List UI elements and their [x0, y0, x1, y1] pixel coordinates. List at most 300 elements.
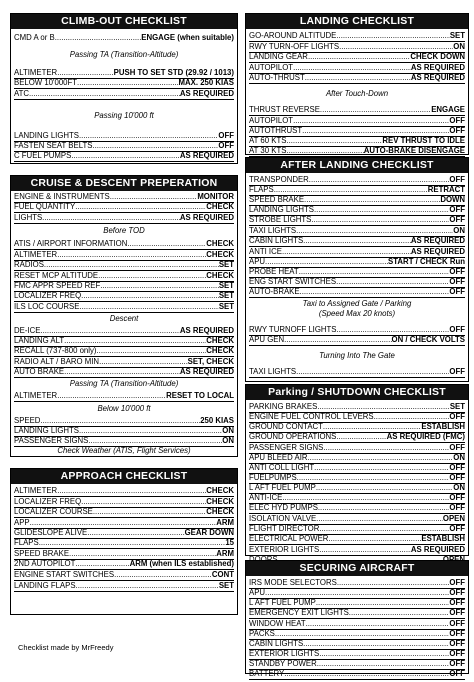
- leader-dots: [81, 291, 219, 301]
- leader-dots: [302, 126, 449, 136]
- checklist-item: AUTO-THRUST: [249, 73, 305, 82]
- checklist-action: AS REQUIRED: [179, 151, 234, 160]
- checklist-action: OFF: [449, 669, 465, 678]
- checklist-action: OFF: [449, 367, 465, 376]
- checklist-action: OFF: [449, 649, 465, 658]
- securing-aircraft-checklist-title: SECURING AIRCRAFT: [246, 561, 468, 576]
- checklist-row: [14, 33, 234, 43]
- approach-checklist-title: APPROACH CHECKLIST: [11, 469, 237, 484]
- leader-dots: [110, 192, 198, 202]
- checklist-action: CHECK: [206, 239, 234, 248]
- checklist-item: PASSENGER SIGNS: [14, 436, 89, 445]
- checklist-action: ARM: [216, 518, 234, 527]
- leader-dots: [79, 302, 218, 312]
- checklist-action: OFF: [449, 287, 465, 296]
- checklist-action: OFF: [449, 215, 465, 224]
- leader-dots: [303, 639, 449, 649]
- checklist-action: MONITOR: [197, 192, 234, 201]
- leader-dots: [64, 336, 206, 346]
- checklist-row: [14, 391, 234, 402]
- checklist-item: FUELPUMPS: [249, 473, 297, 482]
- leader-dots: [114, 570, 212, 580]
- checklist-item: APP: [14, 518, 30, 527]
- checklist-action: OFF: [449, 473, 465, 482]
- checklist-action: CHECK: [206, 507, 234, 516]
- checklist-action: OFF: [449, 267, 465, 276]
- checklist-action: AS REQUIRED: [179, 326, 234, 335]
- leader-dots: [317, 402, 450, 412]
- checklist-row: [249, 534, 465, 545]
- after-landing-checklist: [245, 157, 469, 382]
- leader-dots: [293, 63, 411, 73]
- checklist-item: RESET MCP ALTITUDE: [14, 271, 99, 280]
- checklist-item: LANDING ALT: [14, 336, 65, 345]
- checklist-item: LOCALIZER FREQ: [14, 291, 82, 300]
- checklist-action: OFF: [449, 639, 465, 648]
- checklist-action: ENGAGE: [431, 105, 465, 114]
- leader-dots: [87, 528, 184, 538]
- checklist-item: AUTOPILOT: [249, 63, 294, 72]
- landing-checklist: [245, 13, 469, 155]
- checklist-action: SET: [218, 302, 234, 311]
- leader-dots: [349, 608, 450, 618]
- checklist-row: [249, 73, 465, 84]
- leader-dots: [319, 524, 449, 534]
- leader-dots: [98, 271, 206, 281]
- checklist-row: [14, 260, 234, 271]
- leader-dots: [317, 659, 450, 669]
- checklist-action: OFF: [449, 325, 465, 334]
- leader-dots: [274, 185, 428, 195]
- leader-dots: [79, 131, 218, 141]
- checklist-row: [14, 570, 234, 581]
- checklist-action: OFF: [449, 619, 465, 628]
- checklist-item: ILS LOC COURSE: [14, 302, 80, 311]
- checklist-item: THRUST REVERSE: [249, 105, 320, 114]
- leader-dots: [316, 598, 450, 608]
- checklist-action: OFF: [449, 629, 465, 638]
- leader-dots: [29, 89, 180, 99]
- checklist-action: RESET TO LOCAL: [166, 391, 234, 400]
- leader-dots: [339, 42, 453, 52]
- checklist-item: ELECTRICAL POWER: [249, 534, 329, 543]
- leader-dots: [336, 277, 449, 287]
- checklist-item: FLIGHT DIRECTOR: [249, 524, 320, 533]
- checklist-row: [249, 52, 465, 63]
- checklist-row: [14, 559, 234, 570]
- checklist-action: PUSH TO SET STD (29.92 / 1013): [113, 68, 234, 77]
- leader-dots: [320, 105, 431, 115]
- checklist-item: ALTIMETER: [14, 68, 58, 77]
- checklist-row: [14, 367, 234, 378]
- checklist-action: SET: [449, 31, 465, 40]
- checklist-item: RADIOS: [14, 260, 44, 269]
- checklist-item: AUTO BRAKE: [14, 367, 65, 376]
- checklist-row: [14, 89, 234, 100]
- leader-dots: [282, 247, 411, 257]
- checklist-row: [249, 31, 465, 42]
- checklist-item: FASTEN SEAT BELTS: [14, 141, 93, 150]
- checklist-action: ON: [222, 426, 234, 435]
- checklist-item: LIGHTS: [14, 213, 43, 222]
- checklist-row: [14, 346, 234, 357]
- checklist-item: ENGINE & INSTRUMENTS: [14, 192, 110, 201]
- checklist-action: OFF: [449, 493, 465, 502]
- leader-dots: [323, 422, 421, 432]
- leader-dots: [57, 68, 113, 78]
- checklist-item: LOCALIZER FREQ: [14, 497, 82, 506]
- checklist-item: EMERGENCY EXIT LIGHTS: [249, 608, 349, 617]
- leader-dots: [316, 483, 453, 493]
- climb-out-checklist: [10, 13, 238, 164]
- checklist-item: L AFT FUEL PUMP: [249, 598, 316, 607]
- checklist-item: AT 60 KTS: [249, 136, 287, 145]
- checklist-row: [249, 146, 465, 157]
- leader-dots: [296, 226, 453, 236]
- checklist-action: ON / CHECK VOLTS: [391, 335, 465, 344]
- section-subheading: Before TOD: [103, 226, 145, 235]
- checklist-action: MAX. 250 KIAS: [178, 78, 234, 87]
- checklist-item: ALTIMETER: [14, 391, 58, 400]
- checklist-row: [14, 151, 234, 162]
- leader-dots: [296, 367, 449, 377]
- checklist-row: [249, 608, 465, 619]
- checklist-action: CHECK: [206, 346, 234, 355]
- leader-dots: [71, 151, 180, 161]
- checklist-row: [14, 507, 234, 518]
- checklist-action: AS REQUIRED: [179, 89, 234, 98]
- checklist-action: OFF: [449, 175, 465, 184]
- checklist-item: APU: [249, 588, 266, 597]
- checklist-action: ON: [453, 226, 465, 235]
- leader-dots: [284, 669, 449, 679]
- checklist-item: GROUND OPERATIONS: [249, 432, 337, 441]
- checklist-action: CHECK: [206, 486, 234, 495]
- checklist-action: OFF: [449, 205, 465, 214]
- leader-dots: [44, 260, 219, 270]
- checklist-item: GROUND CONTACT: [249, 422, 323, 431]
- leader-dots: [40, 326, 179, 336]
- checklist-item: ALTIMETER: [14, 486, 58, 495]
- checklist-row: [249, 432, 465, 443]
- checklist-action: OFF: [449, 578, 465, 587]
- checklist-row: [14, 486, 234, 497]
- checklist-action: OFF: [449, 126, 465, 135]
- checklist-action: OFF: [449, 608, 465, 617]
- leader-dots: [314, 205, 449, 215]
- checklist-action: CHECK: [206, 271, 234, 280]
- leader-dots: [309, 175, 450, 185]
- checklist-action: ARM: [216, 549, 234, 558]
- checklist-item: 2ND AUTOPILOT: [14, 559, 76, 568]
- checklist-row: [14, 538, 234, 549]
- checklist-row: [249, 335, 465, 346]
- leader-dots: [99, 357, 188, 367]
- checklist-action: RETRACT: [427, 185, 465, 194]
- checklist-row: [14, 581, 234, 592]
- checklist-item: SPEED BRAKE: [14, 549, 70, 558]
- checklist-item: AUTOTHRUST: [249, 126, 303, 135]
- checklist-item: PARKING BRAKES: [249, 402, 318, 411]
- checklist-item: ANTI ICE: [249, 247, 282, 256]
- checklist-action: ON: [222, 436, 234, 445]
- leader-dots: [336, 432, 386, 442]
- checklist-item: PACKS: [249, 629, 275, 638]
- checklist-item: WINDOW HEAT: [249, 619, 306, 628]
- checklist-row: [14, 291, 234, 302]
- checklist-item: EXTERIOR LIGHTS: [249, 649, 320, 658]
- checklist-action: AS REQUIRED: [410, 545, 465, 554]
- leader-dots: [93, 507, 206, 517]
- leader-dots: [282, 493, 449, 503]
- checklist-item: LANDING GEAR: [249, 52, 308, 61]
- leader-dots: [81, 497, 206, 507]
- checklist-item: LANDING LIGHTS: [14, 131, 79, 140]
- leader-dots: [316, 514, 443, 524]
- leader-dots: [75, 202, 206, 212]
- checklist-row: [249, 215, 465, 226]
- leader-dots: [64, 367, 180, 377]
- checklist-item: EXTERIOR LIGHTS: [249, 545, 320, 554]
- checklist-item: LANDING LIGHTS: [14, 426, 79, 435]
- leader-dots: [318, 503, 450, 513]
- checklist-item: CMD A or B: [14, 33, 55, 42]
- leader-dots: [55, 33, 142, 43]
- checklist-action: ON: [453, 483, 465, 492]
- checklist-action: SET: [218, 581, 234, 590]
- section-subheading: Descent: [109, 314, 139, 323]
- checklist-item: ENGINE START SWITCHES: [14, 570, 115, 579]
- checklist-item: FMC APPR SPEED REF: [14, 281, 101, 290]
- checklist-action: ARM (when ILS established): [129, 559, 234, 568]
- checklist-action: OPEN: [442, 514, 465, 523]
- leader-dots: [300, 287, 450, 297]
- checklist-action: SET: [218, 291, 234, 300]
- checklist-action: AUTO-BRAKE DISENGAGE: [363, 146, 465, 155]
- checklist-action: REV THRUST TO IDLE: [382, 136, 465, 145]
- leader-dots: [57, 250, 206, 260]
- leader-dots: [97, 346, 207, 356]
- leader-dots: [306, 619, 450, 629]
- leader-dots: [79, 426, 222, 436]
- checklist-item: GO-AROUND ALTITUDE: [249, 31, 337, 40]
- leader-dots: [337, 325, 450, 335]
- leader-dots: [77, 78, 179, 88]
- checklist-item: ENGINE FUEL CONTROL LEVERS: [249, 412, 374, 421]
- checklist-item: BATTERY: [249, 669, 285, 678]
- checklist-action: OFF: [449, 412, 465, 421]
- checklist-item: AT 30 KTS: [249, 146, 287, 155]
- checklist-item: TRANSPONDER: [249, 175, 309, 184]
- checklist-item: TAXI LIGHTS: [249, 367, 297, 376]
- checklist-action: 15: [225, 538, 234, 547]
- checklist-row: [14, 239, 234, 250]
- leader-dots: [286, 136, 382, 146]
- checklist-action: CONT: [211, 570, 234, 579]
- leader-dots: [304, 195, 440, 205]
- leader-dots: [305, 73, 411, 83]
- checklist-row: [249, 503, 465, 514]
- section-subheading: After Touch-Down: [325, 89, 389, 98]
- section-subheading: Turning Into The Gate: [319, 351, 395, 360]
- leader-dots: [275, 629, 450, 639]
- checklist-item: CABIN LIGHTS: [249, 639, 304, 648]
- checklist-action: AS REQUIRED: [410, 63, 465, 72]
- checklist-action: OFF: [218, 141, 234, 150]
- leader-dots: [311, 215, 449, 225]
- leader-dots: [374, 412, 450, 422]
- securing-aircraft-checklist: [245, 560, 469, 678]
- section-subheading: Below 10'000 ft: [97, 404, 151, 413]
- checklist-action: OFF: [449, 598, 465, 607]
- checklist-action: AS REQUIRED: [410, 73, 465, 82]
- checklist-item: RWY TURN-OFF LIGHTS: [249, 42, 340, 51]
- checklist-action: OFF: [449, 463, 465, 472]
- checklist-action: OFF: [449, 443, 465, 452]
- checklist-item: RECALL (737-800 only): [14, 346, 97, 355]
- checklist-action: CHECK DOWN: [410, 52, 465, 61]
- checklist-row: [249, 236, 465, 247]
- checklist-action: SET, CHECK: [187, 357, 234, 366]
- leader-dots: [127, 239, 206, 249]
- leader-dots: [319, 545, 411, 555]
- checklist-action: OFF: [449, 659, 465, 668]
- checklist-item: ALTIMETER: [14, 250, 58, 259]
- checklist-action: ON: [453, 42, 465, 51]
- leader-dots: [265, 257, 388, 267]
- cruise-descent-checklist: [10, 175, 238, 457]
- checklist-action: OFF: [218, 131, 234, 140]
- checklist-item: PROBE HEAT: [249, 267, 299, 276]
- checklist-action: OFF: [449, 503, 465, 512]
- checklist-item: ANTI-ICE: [249, 493, 283, 502]
- checklist-row: [14, 213, 234, 224]
- section-subheading: (Speed Max 20 knots): [318, 309, 396, 318]
- checklist-action: OFF: [449, 524, 465, 533]
- checklist-item: GLIDESLOPE ALIVE: [14, 528, 88, 537]
- checklist-action: SET: [218, 281, 234, 290]
- checklist-action: ESTABLISH: [421, 534, 465, 543]
- checklist-row: [14, 78, 234, 89]
- climb-out-checklist-title: CLIMB-OUT CHECKLIST: [11, 14, 237, 29]
- checklist-action: START / CHECK Run: [388, 257, 465, 266]
- checklist-item: STANDBY POWER: [249, 659, 317, 668]
- checklist-action: CHECK: [206, 336, 234, 345]
- checklist-item: APU GEN: [249, 335, 285, 344]
- parking-shutdown-checklist: [245, 384, 469, 556]
- leader-dots: [303, 236, 411, 246]
- section-subheading: Passing TA (Transition-Altitude): [69, 379, 179, 388]
- checklist-item: IRS MODE SELECTORS: [249, 578, 337, 587]
- checklist-action: CHECK: [206, 497, 234, 506]
- checklist-item: RADIO ALT / BARO MIN: [14, 357, 100, 366]
- leader-dots: [265, 588, 449, 598]
- checklist-item: BELOW 10'000FT: [14, 78, 78, 87]
- leader-dots: [337, 578, 450, 588]
- section-subheading: Taxi to Assigned Gate / Parking: [302, 299, 412, 308]
- checklist-item: APU BLEED AIR: [249, 453, 308, 462]
- checklist-action: CHECK: [206, 250, 234, 259]
- checklist-item: PASSENGER SIGNS: [249, 443, 324, 452]
- leader-dots: [100, 281, 219, 291]
- leader-dots: [314, 463, 449, 473]
- checklist-row: [249, 669, 465, 680]
- checklist-action: ON: [453, 453, 465, 462]
- checklist-action: OFF: [449, 116, 465, 125]
- checklist-row: [14, 302, 234, 313]
- checklist-item: LANDING FLAPS: [14, 581, 76, 590]
- checklist-item: FLAPS: [249, 185, 274, 194]
- section-subheading: Passing 10'000 ft: [94, 111, 154, 120]
- section-subheading: Passing TA (Transition-Altitude): [69, 50, 179, 59]
- checklist-action: AS REQUIRED: [410, 247, 465, 256]
- checklist-item: FUEL QUANTITY: [14, 202, 76, 211]
- leader-dots: [42, 213, 180, 223]
- checklist-item: AUTOPILOT: [249, 116, 294, 125]
- checklist-item: ATIS / AIRPORT INFORMATION: [14, 239, 128, 248]
- leader-dots: [69, 549, 216, 559]
- checklist-item: SPEED BRAKE: [249, 195, 305, 204]
- leader-dots: [30, 518, 217, 528]
- checklist-item: APU: [249, 257, 266, 266]
- checklist-item: DE-ICE: [14, 326, 41, 335]
- section-subheading: Check Weather (ATIS, Flight Services): [57, 446, 191, 455]
- leader-dots: [39, 538, 226, 548]
- checklist-action: DOWN: [440, 195, 465, 204]
- approach-checklist: [10, 468, 238, 615]
- checklist-action: AS REQUIRED: [179, 213, 234, 222]
- checklist-item: L AFT FUEL PUMP: [249, 483, 316, 492]
- checklist-item: ISOLATION VALVE: [249, 514, 317, 523]
- leader-dots: [297, 473, 450, 483]
- checklist-action: GEAR DOWN: [184, 528, 234, 537]
- after-landing-checklist-title: AFTER LANDING CHECKLIST: [246, 158, 468, 173]
- checklist-item: ENG START SWITCHES: [249, 277, 337, 286]
- checklist-row: [249, 105, 465, 116]
- landing-checklist-title: LANDING CHECKLIST: [246, 14, 468, 29]
- checklist-item: TAXI LIGHTS: [249, 226, 297, 235]
- checklist-item: FLAPS: [14, 538, 39, 547]
- checklist-action: SET: [449, 402, 465, 411]
- leader-dots: [92, 141, 218, 151]
- leader-dots: [299, 267, 450, 277]
- checklist-action: ESTABLISH: [421, 422, 465, 431]
- checklist-item: RWY TURNOFF LIGHTS: [249, 325, 337, 334]
- leader-dots: [323, 443, 449, 453]
- leader-dots: [57, 391, 166, 401]
- leader-dots: [336, 31, 449, 41]
- leader-dots: [293, 116, 449, 126]
- leader-dots: [308, 453, 454, 463]
- checklist-item: STROBE LIGHTS: [249, 215, 312, 224]
- checklist-item: CABIN LIGHTS: [249, 236, 304, 245]
- cruise-descent-checklist-title: CRUISE & DESCENT PREPERATION: [11, 176, 237, 191]
- leader-dots: [319, 649, 449, 659]
- checklist-row: [249, 367, 465, 378]
- checklist-item: C FUEL PUMPS: [14, 151, 72, 160]
- parking-shutdown-checklist-title: Parking / SHUTDOWN CHECKLIST: [246, 385, 468, 400]
- checklist-item: AUTO-BRAKE: [249, 287, 300, 296]
- checklist-action: OFF: [449, 588, 465, 597]
- leader-dots: [40, 416, 200, 426]
- leader-dots: [76, 581, 219, 591]
- leader-dots: [57, 486, 206, 496]
- leader-dots: [88, 436, 222, 446]
- credit-text: Checklist made by MrFreedy: [18, 643, 114, 652]
- checklist-item: LANDING LIGHTS: [249, 205, 314, 214]
- checklist-action: AS REQUIRED: [179, 367, 234, 376]
- leader-dots: [286, 146, 363, 156]
